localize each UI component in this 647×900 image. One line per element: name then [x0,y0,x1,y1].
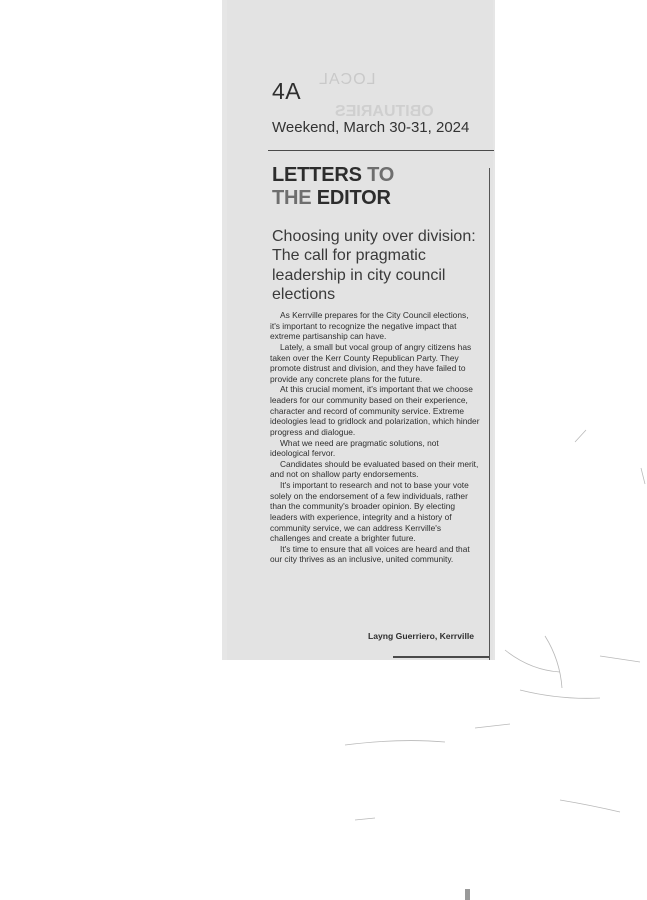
scan-scratch [505,650,560,672]
scan-smudge [465,889,470,900]
paragraph: It's time to ensure that all voices are heard and that our city thrives as an inclusive, united community. [270,543,470,565]
scan-scratch [345,741,445,745]
paragraph: What we need are pragmatic solutions, not ideological fervor. [270,437,439,459]
paragraph: It's important to research and not to base your vote solely on the endorsement of a few individuals, rather than the community's broader opinion. By electing leaders with experience, integrity and a history of community service, we can address Kerrville's challenges and create a brighter future. [270,480,469,544]
scan-scratch [520,690,600,698]
heading-word-letters: LETTERS [272,164,362,186]
page-number: 4A [272,78,302,104]
bleed-through-heading: OBITUARIES [335,103,434,120]
paragraph: Lately, a small but vocal group of angry citizens has taken over the Kerr County Republican Party. They promote distrust and division, and they have failed to provide any concrete plans for the future. [270,341,472,384]
scan-scratch [600,656,640,662]
paragraph: As Kerrville prepares for the City Council elections, it's important to recognize the negative impact that extreme partisanship can have. [270,310,469,342]
heading-word-the: THE [272,187,312,209]
heading-word-editor: EDITOR [316,187,391,209]
issue-date: Weekend, March 30-31, 2024 [272,119,470,136]
heading-word-to: TO [367,164,395,186]
bleed-through-section: LOCAL [318,71,376,88]
scan-scratch [475,724,510,728]
letter-signature: Layng Guerriero, Kerrville [367,631,474,641]
article-headline: Choosing unity over division: The call for pragmatic leadership in city council elections [272,228,476,303]
scan-scratch [355,818,375,820]
scan-scratch [560,800,620,812]
scan-scratch [575,430,586,442]
scan-scratch [545,636,562,688]
paragraph: At this crucial moment, it's important that we choose leaders for our community based on their experience, character and record of community service. Extreme ideologies lead to gridlock and polarization, which hinder progress and dialogue. [270,384,480,437]
scan-scratch [641,468,645,484]
paragraph: Candidates should be evaluated based on their merit, and not on shallow party endorsements. [270,458,479,480]
